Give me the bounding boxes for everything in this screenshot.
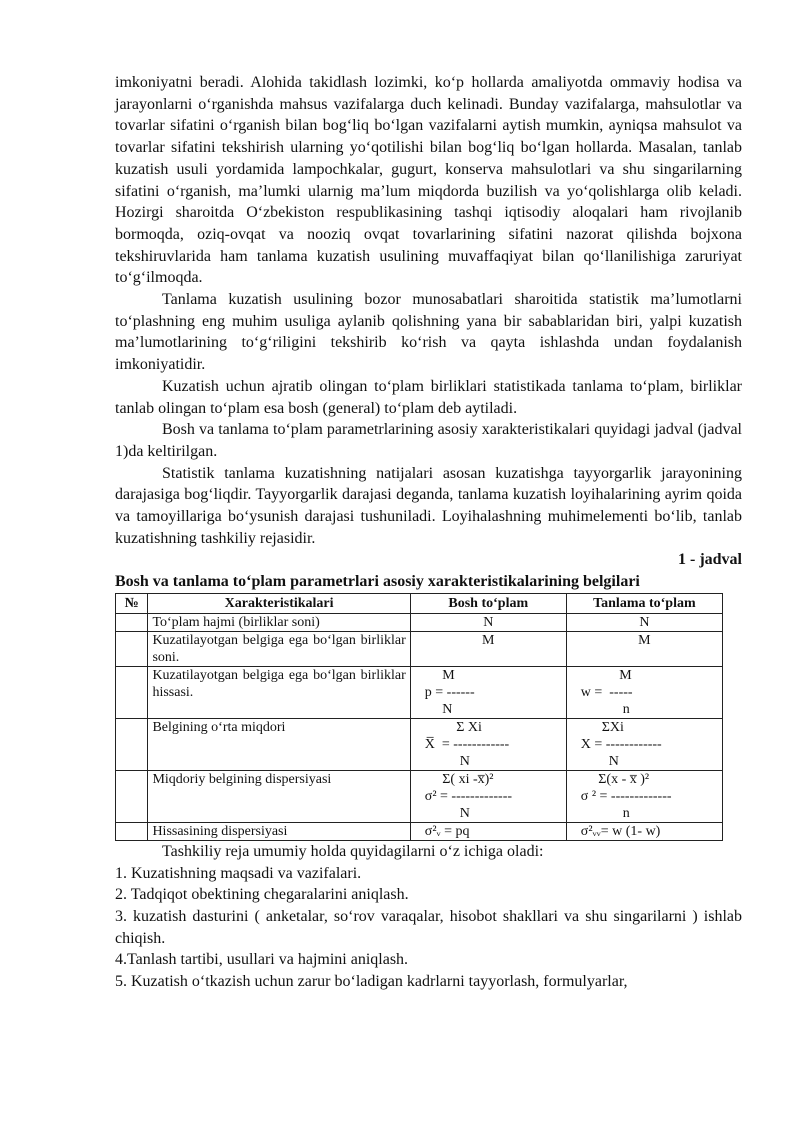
table-row xyxy=(116,770,723,822)
proportion-formula: M p = ------ N xyxy=(424,667,475,717)
sample-formula-cell xyxy=(566,718,722,770)
table-row xyxy=(116,613,723,631)
row-number-cell xyxy=(116,631,148,666)
table-row xyxy=(116,631,723,666)
header-sample-population: Tanlama to‘plam xyxy=(566,593,722,613)
proportion-formula: M w = ----- n xyxy=(580,667,633,717)
sample-value-cell: σ²ᵥᵥ= w (1- w) xyxy=(566,822,722,840)
table-header-row xyxy=(116,593,723,613)
table-title: Bosh va tanlama to‘plam parametrlari asosiy xarakteristikalarining belgilari xyxy=(115,573,640,591)
row-number-cell xyxy=(116,770,148,822)
body-paragraph: Kuzatish uchun ajratib olingan to‘plam birliklari statistikada tanlama to‘plam, birliklar tanlab olingan to‘plam esa bosh (general) to‘plam deb aytiladi. xyxy=(115,377,742,417)
variance-formula: Σ(x - x̅ )² σ ² = ------------- n xyxy=(580,771,672,821)
characteristic-cell: Belgining o‘rta miqdori xyxy=(148,718,410,770)
table-row xyxy=(116,666,723,718)
body-paragraph: Bosh va tanlama to‘plam parametrlarining asosiy xarakteristikalari quyidagi jadval (jadval 1)da keltirilgan. xyxy=(115,421,742,460)
characteristic-cell: Miqdoriy belgining dispersiyasi xyxy=(148,770,410,822)
general-formula-cell xyxy=(410,718,566,770)
body-paragraph: Tanlama kuzatish usulining bozor munosabatlari sharoitida statistik ma’lumotlarni to‘plashning eng muhim usuliga aylanib qolishning yana bir sabablaridan biri, yalpi kuzatish ma’lumotlarining to‘g‘riligini tekshirib ko‘rish va qayta ishlashda undan foydalanish imkoniyatidir. xyxy=(115,291,742,374)
general-value-cell: σ²ᵥ = pq xyxy=(410,822,566,840)
general-formula-cell xyxy=(410,770,566,822)
body-paragraph: imkoniyatni beradi. Alohida takidlash lozimki, ko‘p hollarda amaliyotda ommaviy hodisa va jarayonlarni o‘rganishda mahsus vazifalarga duch kelinadi. Bunday vazifalarga, mahsulotlar va tovarlar sifatini o‘rganish bilan bog‘liq bo‘lgan vazifalarni aytish mumkin, ayniqsa mahsulot va tovarlar sifatini tekshirish ularning yo‘qotilishi bilan bog‘liq bo‘lgan hollarda. Masalan, tanlab kuzatish usuli yordamida lampochkalar, gugurt, konserva mahsulotlari va shu singarilarning sifatini o‘rganish, ma’lumki ularnig ma’lum miqdorda buzilish va yo‘qolishlarga olib keladi. Hozirgi sharoitda O‘zbekiston respublikasining tashqi iqtisodiy aloqalari ham rivojlanib bormoqda, oziq-ovqat va nooziq ovqat tovarlarining sifatini nazorat qilishda bojxona tekshiruvlarida ham tanlama kuzatish usulining muvaffaqiyat bilan qo‘llanilishiga zaruriyat to‘g‘ilmoqda. xyxy=(115,74,742,287)
list-item: 5. Kuzatish o‘tkazish uchun zarur bo‘ladigan kadrlarni tayyorlash, formulyarlar, xyxy=(115,973,628,991)
characteristic-cell: Kuzatilayotgan belgiga ega bo‘lgan birliklar hissasi. xyxy=(148,666,410,718)
row-number-cell xyxy=(116,822,148,840)
general-formula-cell xyxy=(410,666,566,718)
mean-formula: Σ Xi X̅ = ------------ N xyxy=(424,719,510,769)
variance-formula: Σ( xi -x̅)² σ² = ------------- N xyxy=(424,771,513,821)
characteristic-cell: Kuzatilayotgan belgiga ega bo‘lgan birliklar soni. xyxy=(148,631,410,666)
list-item: 1. Kuzatishning maqsadi va vazifalari. xyxy=(115,864,362,882)
sample-value-cell: N xyxy=(566,613,722,631)
general-value-cell: M xyxy=(410,631,566,666)
list-item: 3. kuzatish dasturini ( anketalar, so‘rov varaqalar, hisobot shakllari va shu singarilarni ) ishlab chiqish. xyxy=(115,907,742,947)
sample-formula-cell xyxy=(566,666,722,718)
header-general-population: Bosh to‘plam xyxy=(410,593,566,613)
table-row xyxy=(116,718,723,770)
table-caption: 1 - jadval xyxy=(678,551,742,569)
sample-value-cell: M xyxy=(566,631,722,666)
characteristic-cell: To‘plam hajmi (birliklar soni) xyxy=(148,613,410,631)
characteristic-cell: Hissasining dispersiyasi xyxy=(148,822,410,840)
body-paragraph: Tashkiliy reja umumiy holda quyidagilarni o‘z ichiga oladi: xyxy=(162,842,544,860)
list-item: 4.Tanlash tartibi, usullari va hajmini aniqlash. xyxy=(115,951,409,969)
general-value-cell: N xyxy=(410,613,566,631)
list-item: 2. Tadqiqot obektining chegaralarini aniqlash. xyxy=(115,886,409,904)
row-number-cell xyxy=(116,613,148,631)
header-characteristics: Xarakteristikalari xyxy=(148,593,410,613)
mean-formula: ΣXi X = ------------ N xyxy=(580,719,662,769)
characteristics-table xyxy=(115,593,723,841)
row-number-cell xyxy=(116,718,148,770)
table-row xyxy=(116,822,723,840)
header-number: № xyxy=(116,593,148,613)
sample-formula-cell xyxy=(566,770,722,822)
body-paragraph: Statistik tanlama kuzatishning natijalari asosan kuzatishga tayyorgarlik jarayonining darajasiga bog‘liqdir. Tayyorgarlik darajasi deganda, tanlama kuzatish loyihalarining ayrim qoida va tamoyillariga bo‘ysunish darajasi tushuniladi. Loyihalashning muhimelementi bo‘lib, tanlab kuzatishning tashkiliy rejasidir. xyxy=(115,464,742,547)
row-number-cell xyxy=(116,666,148,718)
document-page xyxy=(115,72,742,993)
